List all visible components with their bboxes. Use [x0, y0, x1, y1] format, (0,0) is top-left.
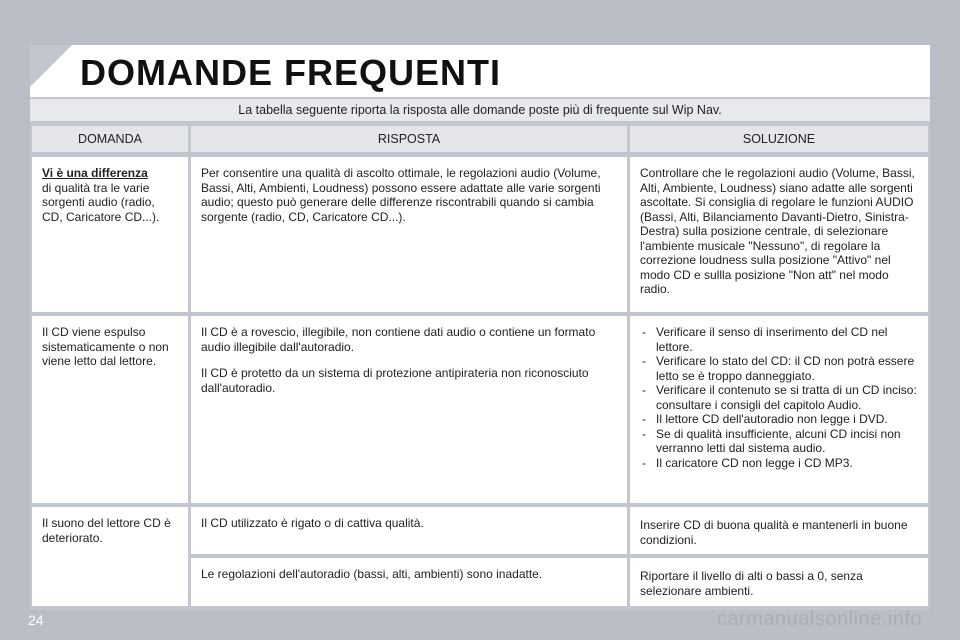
row1-solution-text: Controllare che le regolazioni audio (Volume, Bassi, Alti, Ambiente, Loudness) siano adatte alle sorgenti ascoltate. Si consiglia di regolare le funzioni AUDIO (Bassi, Alti, Bilanciamento Davanti-Dietro, Sinistra-Destra) sulla posizione centrale, di selezionare l'ambiente musicale "Nessuno", di regolare la correzione loudness sulla posizione "Attivo" nel modo CD e sullla posizione "Non att" nel modo radio. — [640, 166, 915, 296]
row1-solution — [630, 157, 928, 312]
row3-answer-text-1: Il CD utilizzato è rigato o di cattiva qualità. — [201, 516, 424, 530]
page-title: DOMANDE FREQUENTI — [80, 52, 501, 93]
row3-solution-text-2: Riportare il livello di alti o bassi a 0, senza selezionare ambienti. — [640, 569, 863, 598]
list-item: - Verificare il contenuto se si tratta di un CD inciso: consultare i consigli del capitolo Audio. — [640, 383, 918, 412]
row2-question — [32, 316, 188, 503]
row2-answer — [191, 316, 627, 503]
row3-solution-text-1: Inserire CD di buona qualità e mantenerli in buone condizioni. — [640, 518, 908, 547]
row3-question — [32, 507, 188, 606]
row3-answer-text-2: Le regolazioni dell'autoradio (bassi, alti, ambienti) sono inadatte. — [201, 567, 543, 581]
column-header-answer: RISPOSTA — [191, 126, 627, 152]
list-item: - Il lettore CD dell'autoradio non legge i DVD. — [640, 412, 918, 427]
list-item: - Verificare il senso di inserimento del CD nel lettore. — [640, 325, 918, 354]
row2-solution — [630, 316, 928, 503]
column-header-solution: SOLUZIONE — [630, 126, 928, 152]
list-item: - Il caricatore CD non legge i CD MP3. — [640, 456, 918, 471]
row3-solution-2 — [630, 558, 928, 606]
row2-answer-text-1: Il CD è a rovescio, illegibile, non contiene dati audio o contiene un formato audio illegibile dall'autoradio. — [201, 325, 596, 354]
row3-question-text: Il suono del lettore CD è deteriorato. — [42, 516, 171, 545]
list-item: - Se di qualità insufficiente, alcuni CD incisi non verranno letti dal sistema audio. — [640, 427, 918, 456]
row2-solution-list — [640, 325, 918, 470]
row3-answer-2 — [191, 558, 627, 606]
row1-question-title: Vi è una differenza — [42, 166, 148, 180]
row3-solution-1 — [630, 507, 928, 554]
row2-answer-text-2: Il CD è protetto da un sistema di protezione antipirateria non riconosciuto dall'autoradio. — [201, 366, 589, 395]
list-item: - Verificare lo stato del CD: il CD non potrà essere letto se è troppo danneggiato. — [640, 354, 918, 383]
row1-question — [32, 157, 188, 312]
column-header-question: DOMANDA — [32, 126, 188, 152]
watermark: carmanualsonline.info — [716, 608, 922, 630]
intro-text: La tabella seguente riporta la risposta alle domande poste più di frequente sul Wip Nav. — [30, 99, 930, 121]
row2-question-text: Il CD viene espulso sistematicamente o non viene letto dal lettore. — [42, 325, 169, 368]
row1-answer-text: Per consentire una qualità di ascolto ottimale, le regolazioni audio (Volume, Bassi, Alti, Ambienti, Loudness) possono essere adattate alle varie sorgenti audio; questo può generare delle differenze riscontrabili quando si cambia sorgente (radio, CD, Caricatore CD...). — [201, 166, 601, 224]
row1-answer — [191, 157, 627, 312]
row3-answer-1 — [191, 507, 627, 554]
page-number: 24 — [28, 612, 44, 628]
row1-question-text: di qualità tra le varie sorgenti audio (radio, CD, Caricatore CD...). — [42, 180, 160, 224]
